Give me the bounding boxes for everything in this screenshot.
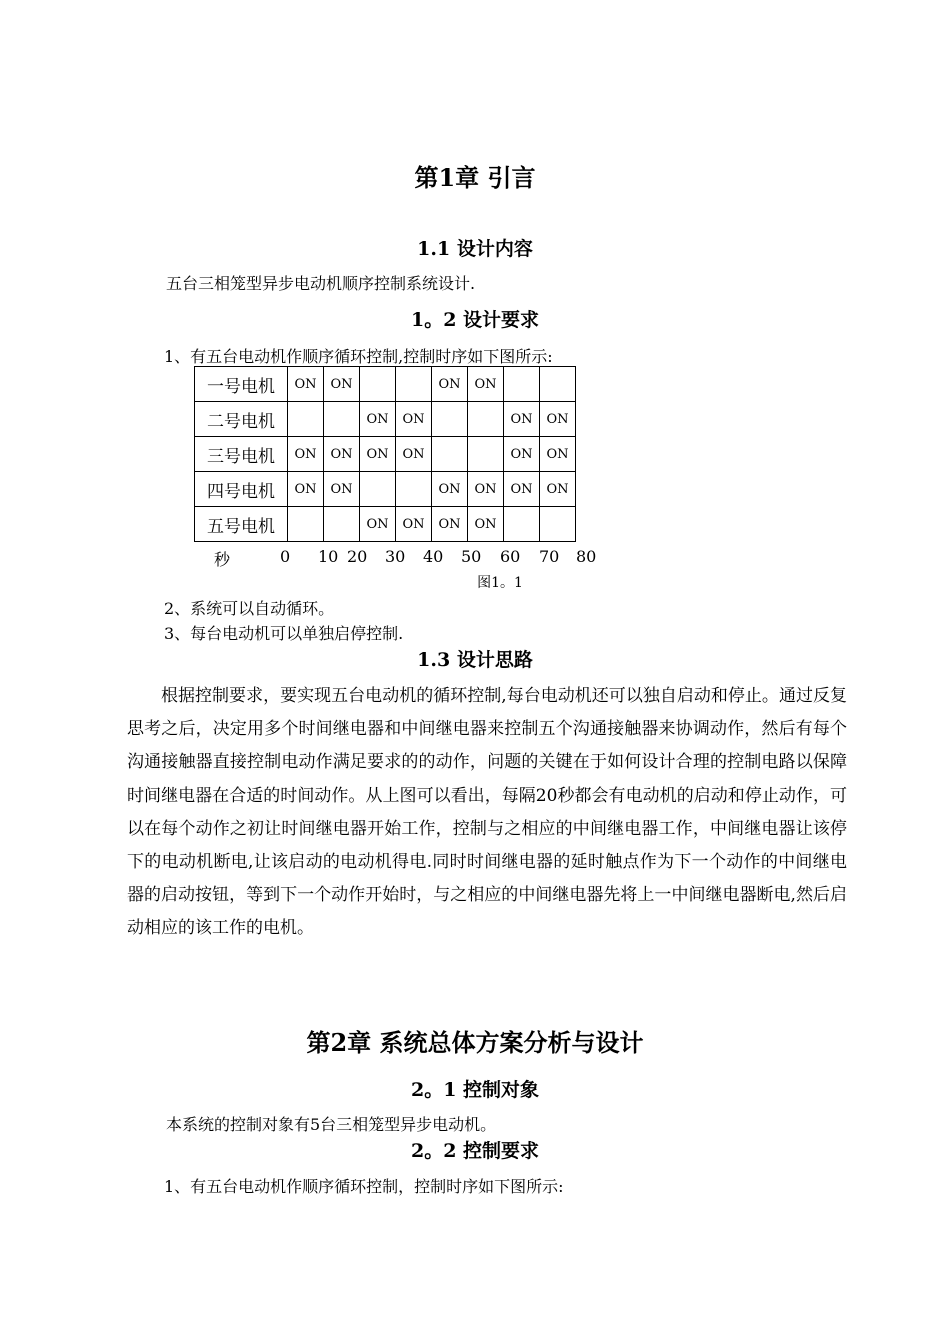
axis-tick: 0 <box>280 547 291 566</box>
timing-cell: ON <box>360 507 396 542</box>
axis-tick: 60 <box>500 547 521 566</box>
timing-cell: ON <box>288 472 324 507</box>
motor-label: 一号电机 <box>195 367 288 402</box>
timing-cell: ON <box>540 472 576 507</box>
timing-cell: ON <box>324 472 360 507</box>
motor-label: 四号电机 <box>195 472 288 507</box>
timing-cell: ON <box>324 367 360 402</box>
axis-tick: 10 <box>318 547 339 566</box>
axis-tick: 40 <box>423 547 444 566</box>
timing-cell <box>288 507 324 542</box>
section-1-1-title: 1.1 设计内容 <box>417 238 533 260</box>
timing-cell: ON <box>432 472 468 507</box>
timing-cell <box>396 367 432 402</box>
axis-tick: 70 <box>539 547 560 566</box>
timing-cell: ON <box>396 437 432 472</box>
timing-cell <box>540 367 576 402</box>
motor-label: 三号电机 <box>195 437 288 472</box>
timing-cell <box>432 437 468 472</box>
timing-cell: ON <box>396 507 432 542</box>
section-1-3-title: 1.3 设计思路 <box>417 649 533 671</box>
motor-label: 二号电机 <box>195 402 288 437</box>
section-2-2-title: 2。2 控制要求 <box>410 1140 540 1162</box>
timing-cell: ON <box>504 402 540 437</box>
requirement-3: 3、每台电动机可以单独启停控制. <box>164 624 404 643</box>
timing-cell: ON <box>288 367 324 402</box>
design-idea-paragraph: 根据控制要求，要实现五台电动机的循环控制,每台电动机还可以独自启动和停止。通过反复思考之后，决定用多个时间继电器和中间继电器来控制五个沟通接触器来协调动作，然后有每个沟通接触器直接控制电动作满足要求的的动作，问题的关键在于如何设计合理的控制电路以保障时间继电器在合适的时间动作。从上图可以看出，每隔20秒都会有电动机的启动和停止动作，可以在每个动作之初让时间继电器开始工作，控制与之相应的中间继电器工作，中间继电器让该停下的电动机断电,让该启动的电动机得电.同时时间继电器的延时触点作为下一个动作的中间继电器的启动按钮，等到下一个动作开始时，与之相应的中间继电器先将上一中间继电器断电,然后启动相应的该工作的电机。 <box>127 686 847 939</box>
timing-row <box>195 472 576 507</box>
timing-cell: ON <box>504 472 540 507</box>
axis-tick: 80 <box>576 547 597 566</box>
timing-cell <box>288 402 324 437</box>
timing-cell <box>540 507 576 542</box>
timing-cell: ON <box>468 367 504 402</box>
figure-caption: 图1。1 <box>477 575 523 591</box>
timing-row <box>195 402 576 437</box>
timing-cell: ON <box>540 437 576 472</box>
axis-tick: 50 <box>461 547 482 566</box>
requirement-2: 2、系统可以自动循环。 <box>164 599 335 618</box>
section-1-1-text: 五台三相笼型异步电动机顺序控制系统设计. <box>166 274 476 293</box>
motor-label: 五号电机 <box>195 507 288 542</box>
timing-cell: ON <box>468 507 504 542</box>
timing-cell <box>504 367 540 402</box>
timing-cell <box>432 402 468 437</box>
section-2-1-title: 2。1 控制对象 <box>410 1079 540 1101</box>
timing-cell: ON <box>504 437 540 472</box>
timing-cell: ON <box>432 367 468 402</box>
section-2-1-text: 本系统的控制对象有5台三相笼型异步电动机。 <box>166 1115 497 1134</box>
section-1-2-title: 1。2 设计要求 <box>410 309 540 331</box>
timing-table <box>194 366 576 542</box>
timing-cell: ON <box>540 402 576 437</box>
timing-row <box>195 507 576 542</box>
timing-cell <box>360 367 396 402</box>
control-requirement-1: 1、有五台电动机作顺序循环控制，控制时序如下图所示: <box>164 1177 564 1196</box>
chapter1-title: 第1章 引言 <box>414 163 536 192</box>
axis-label: 秒 <box>214 550 231 569</box>
timing-cell: ON <box>360 437 396 472</box>
axis-tick: 30 <box>385 547 406 566</box>
timing-cell <box>324 402 360 437</box>
timing-cell: ON <box>396 402 432 437</box>
timing-cell <box>468 402 504 437</box>
timing-cell <box>360 472 396 507</box>
timing-cell: ON <box>360 402 396 437</box>
timing-cell: ON <box>468 472 504 507</box>
timing-cell <box>468 437 504 472</box>
timing-cell <box>396 472 432 507</box>
timing-cell: ON <box>432 507 468 542</box>
timing-row <box>195 367 576 402</box>
axis-tick: 20 <box>347 547 368 566</box>
timing-cell <box>324 507 360 542</box>
requirement-1: 1、有五台电动机作顺序循环控制,控制时序如下图所示: <box>164 347 553 366</box>
timing-cell: ON <box>324 437 360 472</box>
timing-row <box>195 437 576 472</box>
timing-cell: ON <box>288 437 324 472</box>
timing-cell <box>504 507 540 542</box>
chapter2-title: 第2章 系统总体方案分析与设计 <box>306 1028 644 1057</box>
